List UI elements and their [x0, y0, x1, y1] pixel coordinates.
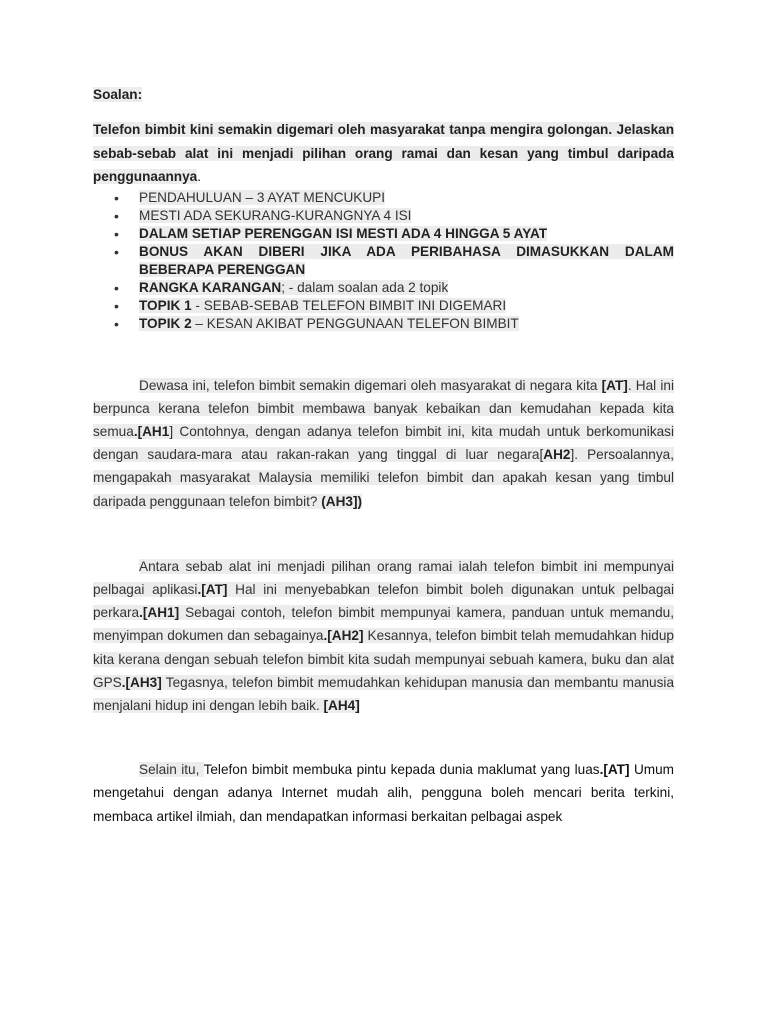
topik1-rest: - SEBAB-SEBAB TELEFON BIMBIT INI DIGEMARI — [191, 297, 507, 313]
para1-text: Dewasa ini, telefon bimbit semakin digemari oleh masyarakat di negara kita — [139, 377, 602, 393]
para1-text: ]. Persoalannya, mengapakah masyarakat Malaysia memiliki telefon bimbit dan apakah kesan yang timbul daripada penggunaan telefon bimbit? — [93, 447, 674, 509]
para2-text: Kesannya, telefon bimbit telah memudahkan hidup kita kerana dengan sebuah telefon bimbit kita sudah mempunyai sebuah kamera, buku dan alat GPS — [93, 628, 674, 690]
rangka-label: RANGKA KARANGAN — [139, 279, 282, 295]
para3-lead: Selain itu, — [139, 762, 204, 778]
question-bold: Telefon bimbit kini semakin digemari oleh masyarakat tanpa mengira golongan. Jelaskan sebab-sebab alat ini menjadi pilihan orang ramai dan kesan yang timbul daripada penggunaannya — [93, 122, 674, 184]
list-item — [93, 243, 674, 279]
marker-ah1: .[AH1 — [133, 423, 170, 439]
marker-ah3: (AH3]) — [321, 493, 363, 509]
soalan-label-text: Soalan: — [93, 87, 143, 102]
topik2-rest: – KESAN AKIBAT PENGGUNAAN TELEFON BIMBIT — [191, 315, 519, 331]
instruction-list — [93, 189, 674, 279]
para3-text: Umum mengetahui dengan adanya Internet mudah alih, pengguna boleh mencari berita terkini, membaca artikel ilmiah, dan mendapatkan informasi berkaitan pelbagai aspek — [93, 762, 674, 824]
topik2-label: TOPIK 2 — [139, 315, 192, 331]
bullet-text-continued: BEBERAPA PERENGGAN — [139, 261, 306, 277]
paragraph-isi-1 — [93, 555, 674, 717]
bullet-text: MESTI ADA SEKURANG-KURANGNYA 4 ISI — [139, 207, 412, 223]
bullet-icon: • — [114, 279, 119, 296]
topik1-list — [93, 297, 674, 315]
para1-text: . Hal ini berpunca kerana telefon bimbit membawa banyak kebaikan dan kemudahan kepada kita semua — [93, 377, 675, 439]
marker-at: .[AT] — [599, 762, 630, 778]
topik2-list — [93, 315, 674, 333]
list-item — [93, 225, 674, 243]
marker-at: .[AT] — [197, 581, 228, 597]
marker-ah2: AH2 — [543, 447, 571, 463]
para2-text: Antara sebab alat ini menjadi pilihan orang ramai ialah telefon bimbit ini mempunyai pelbagai aplikasi — [93, 558, 674, 597]
marker-ah2: .[AH2] — [323, 628, 364, 644]
para3-text: Telefon bimbit membuka pintu kepada dunia maklumat yang luas — [203, 762, 600, 778]
topik1-label: TOPIK 1 — [139, 297, 192, 313]
marker-ah3: .[AH3] — [121, 674, 162, 690]
bullet-icon: • — [114, 297, 119, 314]
bullet-icon: • — [114, 315, 119, 332]
list-item — [93, 189, 674, 207]
bullet-icon: • — [114, 243, 119, 260]
bullet-text: DALAM SETIAP PERENGGAN ISI MESTI ADA 4 HINGGA 5 AYAT — [139, 225, 548, 241]
para2-text: Sebagai contoh, telefon bimbit mempunyai kamera, panduan untuk memandu, menyimpan dokumen dan sebagainya — [93, 605, 674, 644]
para2-text: Tegasnya, telefon bimbit memudahkan kehidupan manusia dan membantu manusia menjalani hidup ini dengan lebih baik. — [93, 674, 674, 713]
list-item — [93, 297, 674, 315]
bullet-text: BONUS AKAN DIBERI JIKA ADA PERIBAHASA DIMASUKKAN DALAM — [139, 243, 674, 259]
marker-at: [AT] — [601, 377, 628, 393]
bullet-icon: • — [114, 207, 119, 224]
marker-ah4: [AH4] — [323, 697, 360, 713]
question-text — [93, 118, 674, 189]
soalan-label — [93, 86, 674, 104]
list-item — [93, 207, 674, 225]
list-item — [93, 315, 674, 333]
bullet-text: PENDAHULUAN – 3 AYAT MENCUKUPI — [139, 189, 386, 205]
question-tail: . — [197, 169, 202, 184]
bullet-icon: • — [114, 189, 119, 206]
paragraph-pendahuluan — [93, 374, 674, 513]
list-item — [93, 279, 674, 297]
rangka-rest: ; - dalam soalan ada 2 topik — [281, 279, 449, 295]
para1-text: ] Contohnya, dengan adanya telefon bimbit ini, kita mudah untuk berkomunikasi dengan saudara-mara atau rakan-rakan yang tinggal di luar negara[ — [93, 423, 674, 463]
para2-text: Hal ini menyebabkan telefon bimbit boleh digunakan untuk pelbagai perkara — [93, 581, 675, 621]
rangka-list — [93, 279, 674, 297]
bullet-icon: • — [114, 225, 119, 242]
paragraph-isi-2 — [93, 758, 674, 828]
marker-ah1: .[AH1] — [139, 605, 180, 621]
